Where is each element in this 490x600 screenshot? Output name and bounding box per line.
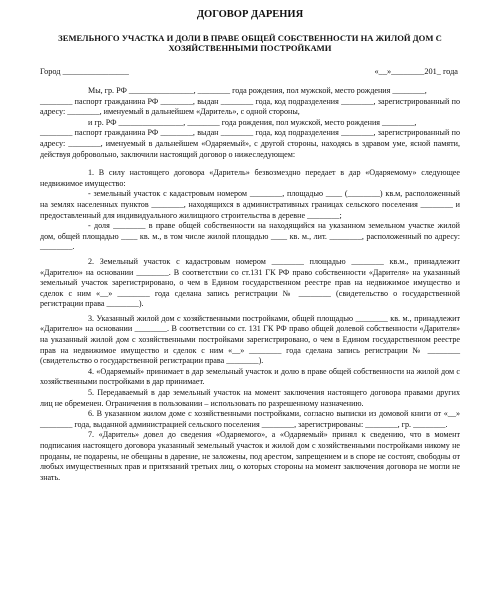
clause-2: 2. Земельный участок с кадастровым номером ________ площадью ________ кв.м., принадлежит «Дарителю» на основании ________. В соответствии со ст.131 ГК РФ право собственности «Дарителя» на указанный земельный участок зарегистрировано, о чем в Едином государственном реестре прав на недвижимое имущество и сделок с ним «__» ________ года сделана запись регистрации № ________ (свидетельство о государственной регистрации права ________).: [40, 256, 460, 309]
clause-4: 4. «Одаряемый» принимает в дар земельный участок и долю в праве общей собственности на жилой дом с хозяйственными постройками в дар принимает.: [40, 366, 460, 387]
donee-line-1: и гр. РФ ________________, ________ года рождения, пол мужской, место рождения ________,: [88, 117, 417, 127]
city-date-row: [40, 67, 460, 78]
clause-6: 6. В указанном жилом доме с хозяйственными постройками, согласно выписки из домовой книги от «__» ________ года, выданной администрацией сельского поселения ________, зарегистрированы: ________, гр. ________.: [40, 409, 460, 429]
clause-1: 1. В силу настоящего договора «Даритель» безвозмездно передает в дар «Одаряемому» следующее недвижимое имущество:: [40, 168, 460, 188]
clause-7: 7. «Даритель» довел до сведения «Одаряемого», а «Одаряемый» принял к сведению, что в момент подписания настоящего договора указанный земельный участок и жилой дом с хозяйственными постройками никому не проданы, не подарены, не обещаны в дарение, не заложены, под арестом, запрещением и в споре не состоят, свободны от любых имущественных прав и притязаний третьих лиц, о которых стороны на момент заключения договора не могли не знать.: [40, 430, 460, 482]
donor-line-2: ________ паспорт гражданина РФ ________, выдан ________ года, код подразделения ________, зарегистрированный по адресу: ________, именуемый в дальнейшем «Даритель», с одной стороны,: [40, 96, 460, 117]
document-title: ДОГОВОР ДАРЕНИЯ: [196, 9, 304, 20]
donee-line-2: ________ паспорт гражданина РФ ________, выдан ________ года, код подразделения ________, зарегистрированный по адресу: ________, именуемый в дальнейшем «Одаряемый», с другой стороны, находясь в здравом уме, ясной памяти, действуя добровольно, заключили настоящий договор о нижеследующем:: [40, 128, 460, 159]
donor-line-1: Мы, гр. РФ ________________, ________ года рождения, пол мужской, место рождения ________,: [88, 86, 427, 95]
clause-5: 5. Передаваемый в дар земельный участок на момент заключения настоящего договора правами других лиц не обременен. Ограничения в пользовании – использовать по разрешенному назначению.: [40, 388, 460, 408]
city-label: Город ________________: [40, 67, 129, 77]
clause-3: 3. Указанный жилой дом с хозяйственными постройками, общей площадью ________ кв. м., принадлежит «Дарителю» на основании ________. В соответствии со ст. 131 ГК РФ право общей долевой собственности «Дарителя» на указанный жилой дом с хозяйственными постройками зарегистрировано, о чем в Едином государственном реестре прав на недвижимое имущество и сделок с ним «__» ________ года сделана запись регистрации № ________ (свидетельство о государственной регистрации права ________).: [40, 313, 460, 366]
date-label: «__»________201_ года: [374, 67, 458, 77]
document-subtitle: ЗЕМЕЛЬНОГО УЧАСТКА И ДОЛИ В ПРАВЕ ОБЩЕЙ СОБСТВЕННОСТИ НА ЖИЛОЙ ДОМ С ХОЗЯЙСТВЕННЫМИ ПОСТРОЙКАМИ: [58, 32, 442, 53]
clause-1-house-share: - доля ________ в праве общей собственности на находящийся на указанном земельном участке жилой дом, общей площадью ____ кв. м., в том числе жилой площадью ____ кв. м., лит. ________, расположенный по адресу: ________.: [40, 221, 460, 252]
clause-1-land: - земельный участок с кадастровым номером ________, площадью ____ (________) кв.м, расположенный на землях населенных пунктов ________, находящихся в административных границах сельского поселения ________ и предоставленный для индивидуального жилищного строительства в деревне ________;: [40, 189, 460, 220]
